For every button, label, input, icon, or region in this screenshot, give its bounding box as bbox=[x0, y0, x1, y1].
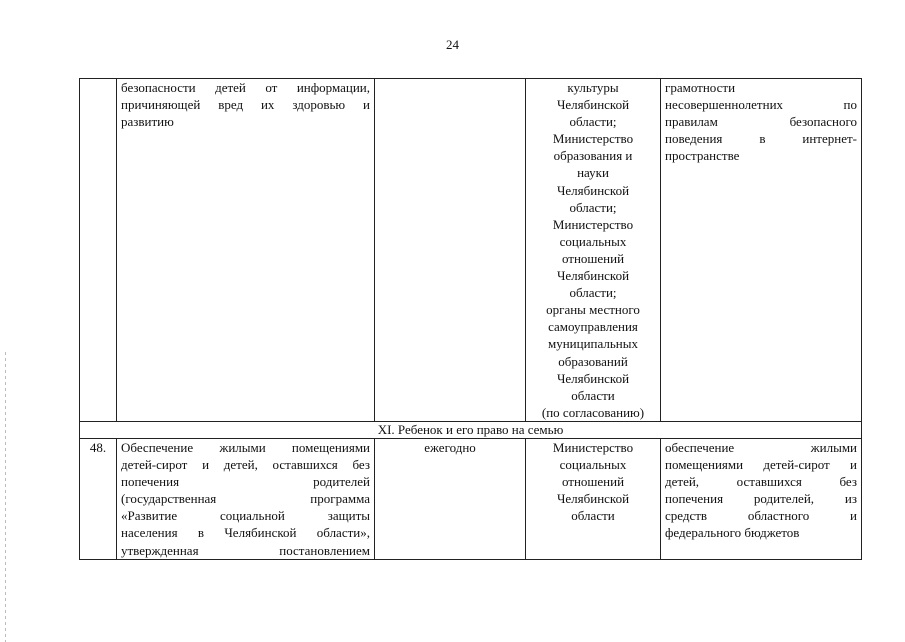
result-line: пространстве bbox=[665, 148, 740, 164]
measure-line: развитию bbox=[121, 114, 174, 130]
responsible-line: Челябинской bbox=[556, 268, 630, 284]
responsible-line: образования и bbox=[553, 148, 633, 164]
responsible-line: Министерство bbox=[552, 440, 634, 455]
result-cell bbox=[661, 439, 862, 560]
measure-cell bbox=[117, 439, 375, 560]
measure-line: населения в Челябинской области», bbox=[121, 525, 370, 541]
measure-line: утвержденная постановлением bbox=[121, 542, 370, 558]
row-number: 48. bbox=[80, 439, 117, 560]
result-line: правилам безопасного bbox=[665, 114, 857, 130]
result-line: несовершеннолетних по bbox=[665, 97, 857, 113]
responsible-line: самоуправления bbox=[548, 319, 638, 335]
measure-line: попечения родителей bbox=[121, 474, 370, 490]
responsible-line: области; bbox=[569, 114, 617, 130]
responsible-line: области; bbox=[569, 199, 617, 215]
responsible-line: Министерство bbox=[552, 131, 634, 147]
measure-cell bbox=[117, 79, 375, 422]
scan-margin-mark bbox=[5, 352, 6, 642]
result-line: детей, оставшихся без bbox=[665, 474, 857, 490]
responsible-line: Челябинской bbox=[556, 182, 630, 198]
section-title: XI. Ребенок и его право на семью bbox=[80, 422, 862, 439]
measure-line: Обеспечение жилыми помещениями bbox=[121, 440, 370, 455]
measure-line: безопасности детей от информации, bbox=[121, 80, 370, 95]
responsible-line: Челябинской bbox=[556, 97, 630, 113]
measure-line: причиняющей вред их здоровью и bbox=[121, 97, 370, 113]
measures-table bbox=[79, 78, 862, 560]
responsible-line: отношений bbox=[561, 250, 625, 266]
result-line: грамотности bbox=[665, 80, 736, 95]
table-row bbox=[80, 79, 862, 422]
responsible-line: области bbox=[571, 387, 615, 403]
responsible-line: области bbox=[571, 508, 615, 524]
responsible-line: Челябинской bbox=[556, 491, 630, 507]
number-cell bbox=[80, 79, 117, 422]
measure-line: «Развитие социальной защиты bbox=[121, 508, 370, 524]
responsible-cell bbox=[526, 439, 661, 560]
result-line: обеспечение жилыми bbox=[665, 440, 857, 455]
term-cell: ежегодно bbox=[375, 439, 526, 560]
responsible-line: муниципальных bbox=[547, 336, 638, 352]
responsible-line: (по согласованию) bbox=[541, 404, 645, 420]
responsible-line: образований bbox=[558, 353, 628, 369]
result-line: средств областного и bbox=[665, 508, 857, 524]
responsible-line: Челябинской bbox=[556, 370, 630, 386]
responsible-line: культуры bbox=[567, 80, 619, 95]
result-line: федерального бюджетов bbox=[665, 525, 800, 541]
responsible-line: отношений bbox=[561, 474, 625, 490]
result-line: помещениями детей-сирот и bbox=[665, 457, 857, 473]
responsible-line: области; bbox=[569, 285, 617, 301]
table-row bbox=[80, 439, 862, 560]
responsible-line: Министерство bbox=[552, 216, 634, 232]
responsible-line: науки bbox=[577, 165, 609, 181]
result-line: поведения в интернет- bbox=[665, 131, 857, 147]
term-cell bbox=[375, 79, 526, 422]
measure-line: (государственная программа bbox=[121, 491, 370, 507]
measure-line: детей-сирот и детей, оставшихся без bbox=[121, 457, 370, 473]
responsible-cell bbox=[526, 79, 661, 422]
section-heading-row bbox=[80, 422, 862, 439]
result-cell bbox=[661, 79, 862, 422]
responsible-line: социальных bbox=[559, 457, 627, 473]
responsible-line: органы местного bbox=[546, 302, 640, 318]
responsible-line: социальных bbox=[559, 233, 627, 249]
page-number: 24 bbox=[446, 37, 459, 52]
result-line: попечения родителей, из bbox=[665, 491, 857, 507]
